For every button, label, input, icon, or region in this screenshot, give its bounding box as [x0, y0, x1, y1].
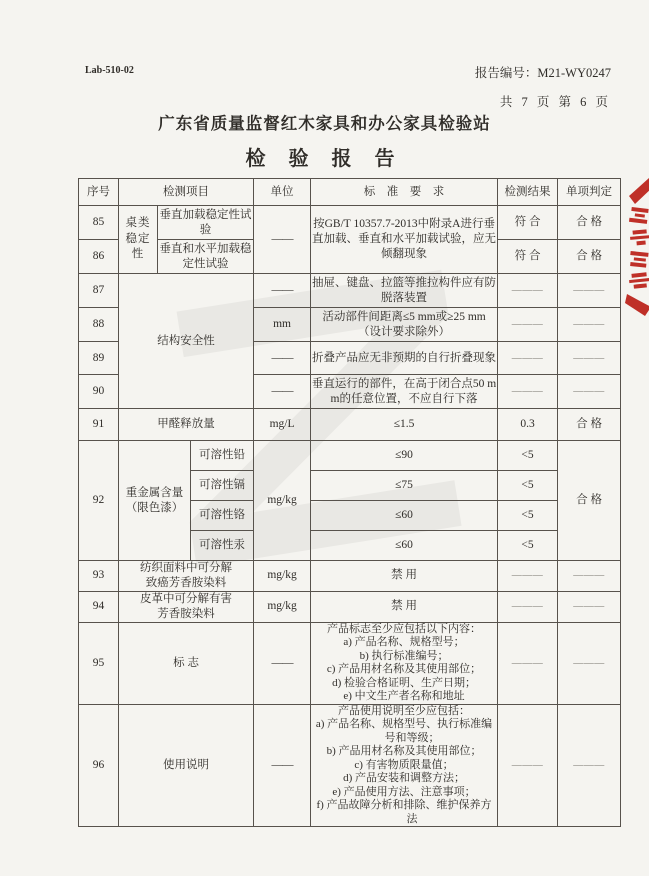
req-line: f) 产品故障分析和排除、维护保养方法 [316, 799, 492, 825]
report-title: 检 验 报 告 [245, 148, 404, 170]
cell-86-item: 垂直和水平加载稳定性试验 [158, 240, 254, 274]
cell-93-requirement: 禁 用 [311, 561, 498, 592]
cell-91-result: 0.3 [498, 409, 558, 441]
cell-93-item [119, 561, 254, 592]
dash-90-judgment: ——— [573, 386, 605, 398]
cell-87-requirement: 抽屉、键盘、拉篮等推拉构件应有防脱落装置 [311, 274, 498, 308]
cell-94-no: 94 [79, 591, 119, 622]
req-line: d) 产品安装和调整方法； [343, 772, 465, 785]
cell-91-judgment: 合 格 [558, 409, 621, 441]
cell-92-mercury-result: <5 [498, 531, 558, 561]
form-code: Lab-510-02 [85, 65, 134, 76]
cell-95-judgment [558, 622, 621, 704]
cell-89-result [498, 342, 558, 375]
cell-85-result: 符 合 [498, 206, 558, 240]
cell-87-unit: —— [254, 274, 311, 308]
cell-90-requirement: 垂直运行的部件，在高于闭合点50 mm的任意位置，不应自行下落 [311, 375, 498, 409]
dash-93-result: ——— [511, 570, 544, 582]
cell-94-result [498, 591, 558, 622]
dash-93-judgment: ——— [573, 570, 605, 582]
cell-95-no: 95 [79, 622, 119, 704]
header-no: 序号 [79, 179, 119, 206]
req-line: e) 产品使用方法、注意事项； [332, 785, 476, 798]
dash-88-result: ——— [511, 319, 544, 331]
req-line: 产品标志至少应包括以下内容： [327, 622, 482, 635]
header-unit: 单位 [254, 179, 311, 206]
cell-87-judgment [558, 274, 621, 308]
cell-90-no: 90 [79, 375, 119, 409]
table-row-92-lead [79, 441, 621, 471]
cell-86-judgment: 合 格 [558, 240, 621, 274]
dash-96-result: ——— [511, 760, 544, 772]
table-row-95 [79, 622, 621, 704]
cell-93-no: 93 [79, 561, 119, 592]
org-name: 广东省质量监督红木家具和办公家具检验站 [158, 114, 491, 133]
cell-94-judgment [558, 591, 621, 622]
req-line: e) 中文生产者名称和地址 [343, 690, 465, 703]
cell-88-result [498, 308, 558, 342]
cell-90-judgment [558, 375, 621, 409]
cell-89-judgment [558, 342, 621, 375]
cell-92-lead-requirement: ≤90 [311, 441, 498, 471]
cell-96-unit: —— [254, 704, 311, 827]
cell-87-result [498, 274, 558, 308]
cell-96-no: 96 [79, 704, 119, 827]
cell-stability-requirement: 按GB/T 10357.7-2013中附录A进行垂直加载、垂直和水平加载试验，应无倾翻现象 [311, 206, 498, 274]
cell-96-requirement [311, 704, 498, 827]
cell-90-result [498, 375, 558, 409]
cell-94-requirement: 禁 用 [311, 591, 498, 622]
dash-94-result: ——— [511, 601, 544, 613]
table-row-87 [79, 274, 621, 308]
cell-93-judgment [558, 561, 621, 592]
table-row-93 [79, 561, 621, 592]
cell-87-no: 87 [79, 274, 119, 308]
cell-85-no: 85 [79, 206, 119, 240]
dash-87-result: ——— [511, 285, 544, 297]
req-line: a) 产品名称、规格型号； [343, 636, 465, 649]
dash-89-judgment: ——— [573, 352, 605, 364]
cell-95-item: 标 志 [119, 622, 254, 704]
cell-92-unit: mg/kg [254, 441, 311, 561]
dash-95-judgment: ——— [573, 657, 605, 669]
cell-92-judgment: 合 格 [558, 441, 621, 561]
req-line: d) 检验合格证明、生产日期； [332, 676, 476, 689]
dash-87-judgment: ——— [573, 285, 605, 297]
cell-92-cadmium-requirement: ≤75 [311, 471, 498, 501]
cell-92-chromium-item: 可溶性铬 [191, 501, 254, 531]
cell-92-lead-item: 可溶性铅 [191, 441, 254, 471]
item-93-label: 纺织面料中可分解致癌芳香胺染料 [140, 562, 233, 589]
cell-structure-group: 结构安全性 [119, 274, 254, 409]
cell-95-result [498, 622, 558, 704]
cell-92-mercury-item: 可溶性汞 [191, 531, 254, 561]
cell-93-result [498, 561, 558, 592]
cell-85-judgment: 合 格 [558, 206, 621, 240]
dash-88-judgment: ——— [573, 319, 605, 331]
red-seal-icon [625, 176, 649, 316]
cell-92-group: 重金属含量（限色漆） [119, 441, 191, 561]
header-item: 检测项目 [119, 179, 254, 206]
cell-89-no: 89 [79, 342, 119, 375]
cell-85-item: 垂直加载稳定性试验 [158, 206, 254, 240]
cell-90-unit: —— [254, 375, 311, 409]
cell-94-item [119, 591, 254, 622]
header-judgment: 单项判定 [558, 179, 621, 206]
dash-89-result: ——— [511, 352, 544, 364]
header-result: 检测结果 [498, 179, 558, 206]
req-line: b) 执行标准编号； [359, 649, 449, 662]
cell-92-mercury-requirement: ≤60 [311, 531, 498, 561]
marking-requirement-list [311, 623, 497, 704]
table-row-94 [79, 591, 621, 622]
cell-stability-group [119, 206, 158, 274]
cell-88-judgment [558, 308, 621, 342]
stability-group-label: 桌类稳定性 [125, 217, 151, 261]
cell-89-unit: —— [254, 342, 311, 375]
cell-93-unit: mg/kg [254, 561, 311, 592]
cell-92-cadmium-result: <5 [498, 471, 558, 501]
req-line: c) 产品用材名称及其使用部位； [326, 663, 482, 676]
dash-96-judgment: ——— [573, 760, 605, 772]
report-number: 报告编号：M21-WY0247 [474, 66, 611, 80]
cell-92-chromium-requirement: ≤60 [311, 501, 498, 531]
cell-92-cadmium-item: 可溶性镉 [191, 471, 254, 501]
cell-92-chromium-result: <5 [498, 501, 558, 531]
table-row-91 [79, 409, 621, 441]
cell-86-result: 符 合 [498, 240, 558, 274]
cell-96-judgment [558, 704, 621, 827]
cell-96-item: 使用说明 [119, 704, 254, 827]
cell-95-requirement [311, 622, 498, 704]
cell-96-result [498, 704, 558, 827]
cell-stability-unit: —— [254, 206, 311, 274]
cell-88-unit: mm [254, 308, 311, 342]
req-line: a) 产品名称、规格型号、执行标准编号和等级； [315, 718, 493, 744]
cell-92-lead-result: <5 [498, 441, 558, 471]
cell-91-no: 91 [79, 409, 119, 441]
dash-94-judgment: ——— [573, 601, 605, 613]
cell-86-no: 86 [79, 240, 119, 274]
instructions-requirement-list [311, 705, 497, 827]
item-94-label: 皮革中可分解有害芳香胺染料 [140, 592, 233, 620]
req-line: b) 产品用材名称及其使用部位； [326, 745, 482, 758]
cell-94-unit: mg/kg [254, 591, 311, 622]
cell-89-requirement: 折叠产品应无非预期的自行折叠现象 [311, 342, 498, 375]
cell-88-requirement: 活动部件间距离≤5 mm或≥25 mm（设计要求除外） [311, 308, 498, 342]
table-row-85 [79, 206, 621, 240]
req-line: c) 有害物质限量值； [354, 758, 454, 771]
cell-91-item: 甲醛释放量 [119, 409, 254, 441]
cell-91-requirement: ≤1.5 [311, 409, 498, 441]
cell-91-unit: mg/L [254, 409, 311, 441]
cell-95-unit: —— [254, 622, 311, 704]
req-line: 产品使用说明至少应包括： [338, 704, 471, 717]
page-count: 共 7 页 第 6 页 [499, 95, 611, 109]
header-requirement: 标 准 要 求 [311, 179, 498, 206]
dash-90-result: ——— [511, 386, 544, 398]
table-row-96 [79, 704, 621, 827]
table-header-row [79, 179, 621, 206]
cell-92-no: 92 [79, 441, 119, 561]
cell-88-no: 88 [79, 308, 119, 342]
inspection-table [78, 178, 621, 827]
dash-95-result: ——— [511, 657, 544, 669]
